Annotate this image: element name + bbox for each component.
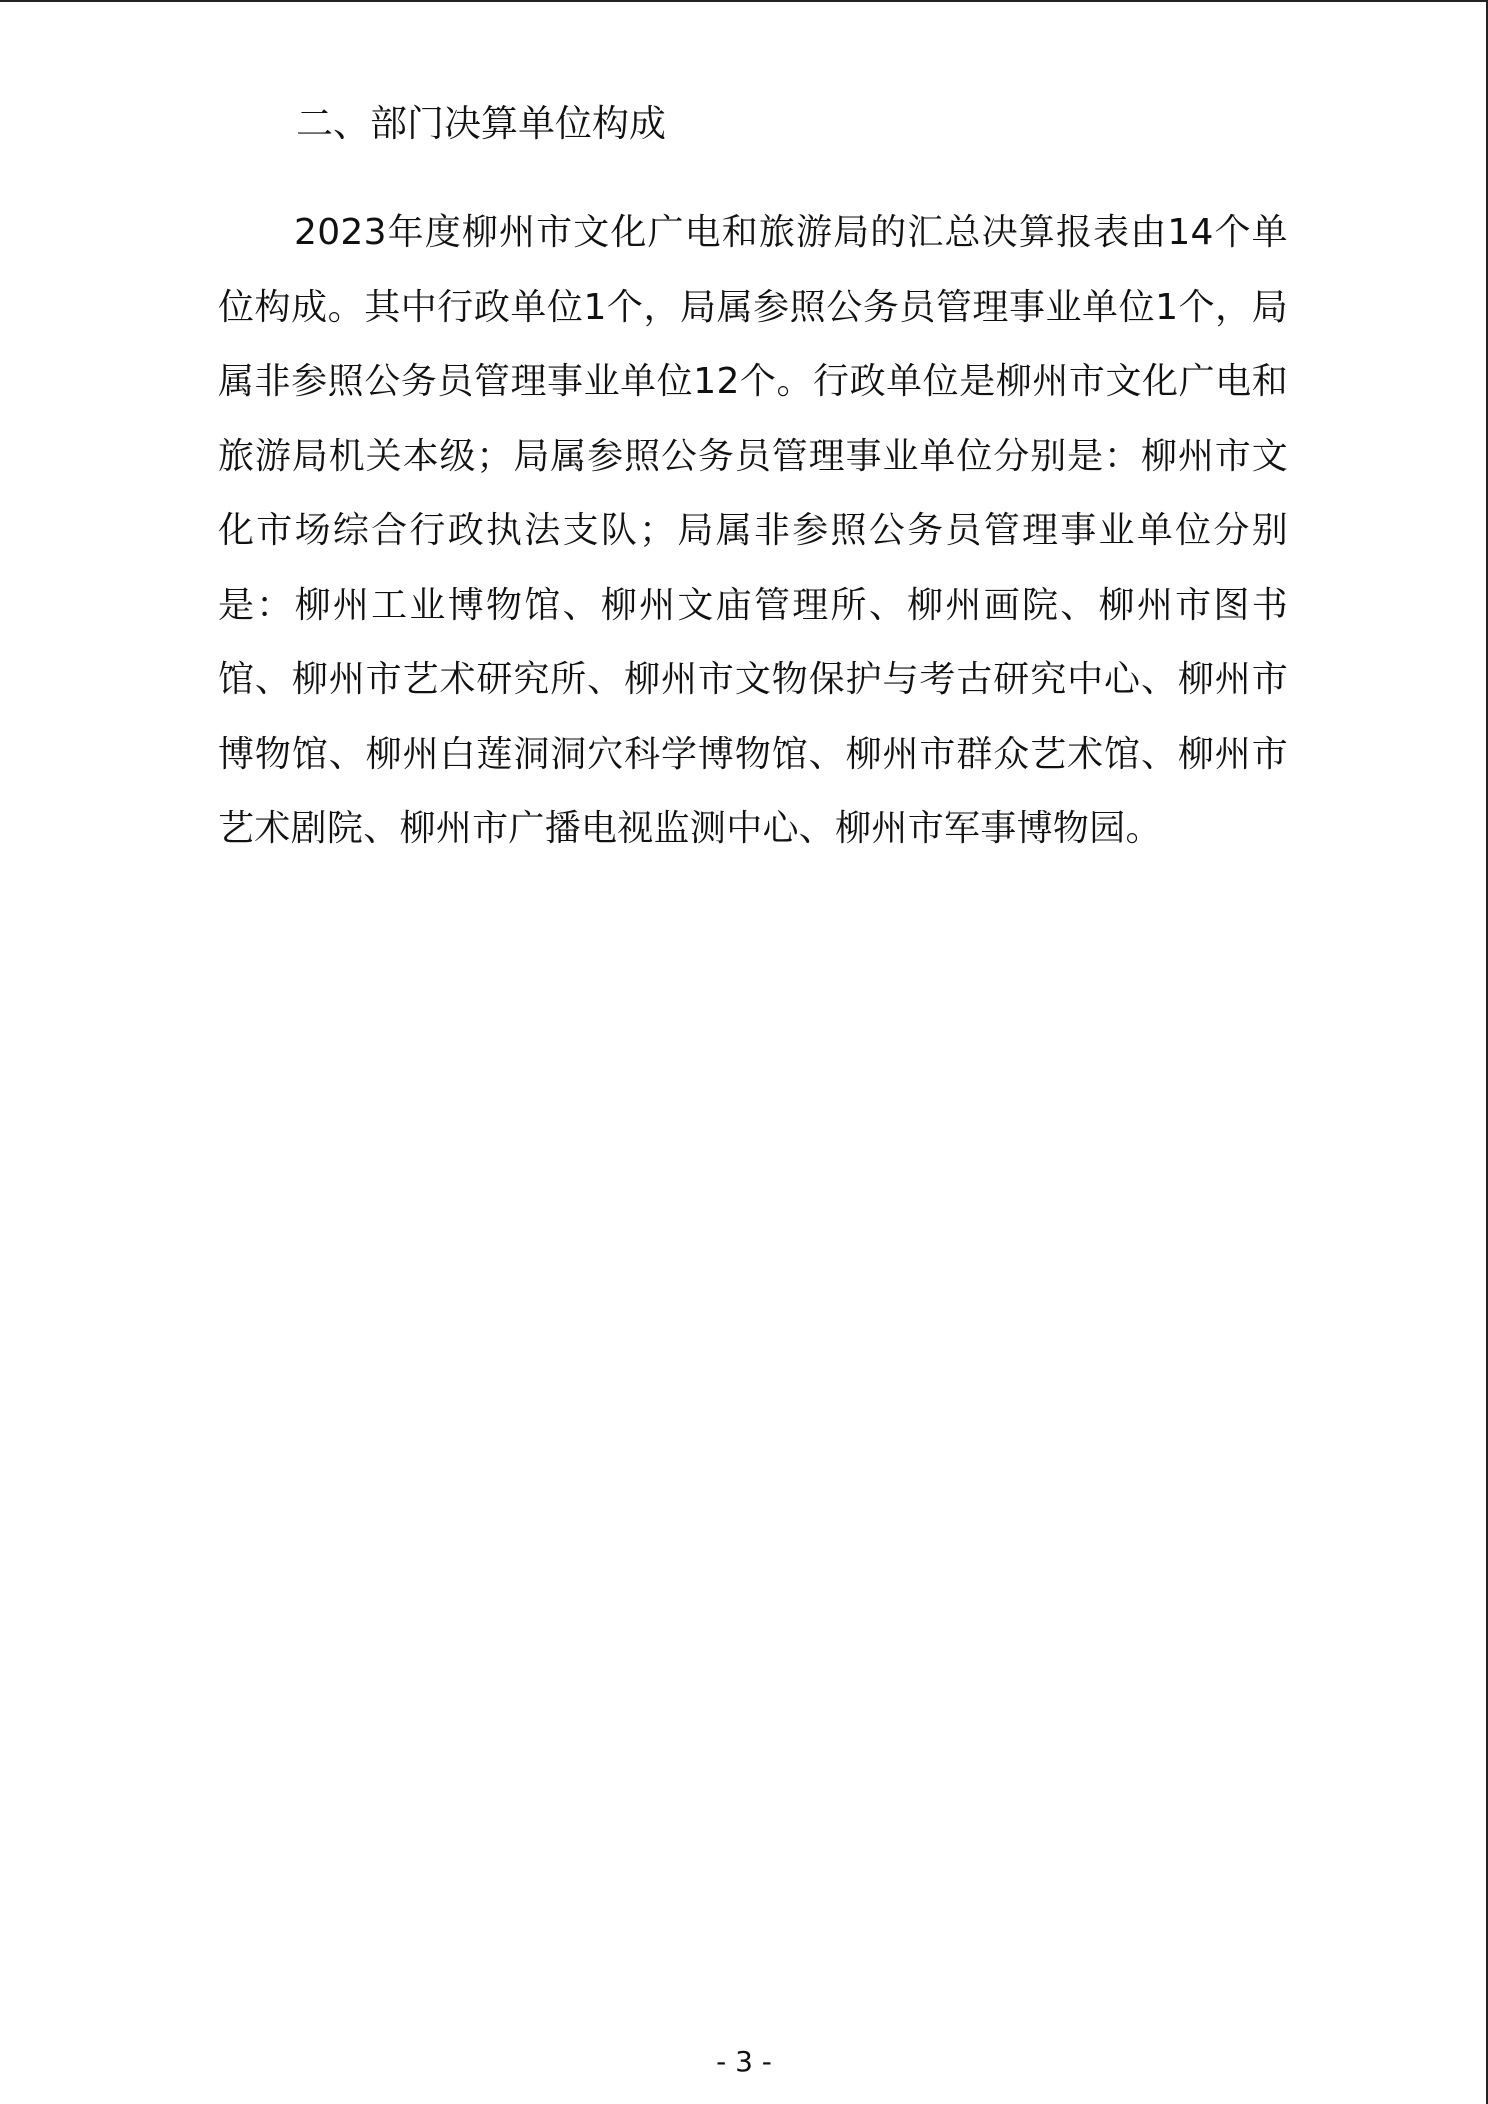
body-paragraph: 2023年度柳州市文化广电和旅游局的汇总决算报表由14个单位构成。其中行政单位1个，局属参照公务员管理事业单位1个，局属非参照公务员管理事业单位12个。行政单位是柳州市文化广电和旅游局机关本级；局属参照公务员管理事业单位分别是：柳州市文化市场综合行政执法支队；局属非参照公务员管理事业单位分别是：柳州工业博物馆、柳州文庙管理所、柳州画院、柳州市图书馆、柳州市艺术研究所、柳州市文物保护与考古研究中心、柳州市博物馆、柳州白莲洞洞穴科学博物馆、柳州市群众艺术馆、柳州市艺术剧院、柳州市广播电视监测中心、柳州市军事博物园。 (218, 212, 1288, 849)
section-heading: 二、部门决算单位构成 (296, 102, 666, 145)
page-number: - 3 - (716, 2045, 772, 2078)
